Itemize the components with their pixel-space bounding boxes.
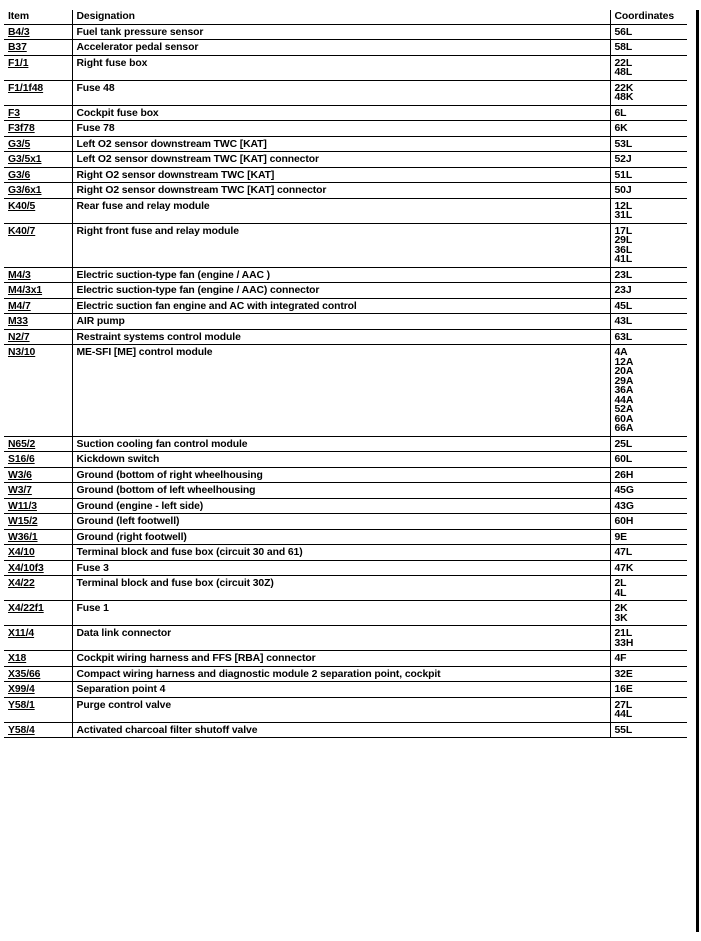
table-row: [4, 105, 687, 121]
coordinate-value: 20A: [614, 366, 634, 377]
item-cell: [4, 697, 72, 722]
coordinates-cell: [610, 121, 687, 137]
coordinate-value: 12L: [614, 200, 633, 212]
item-link[interactable]: W11/3: [8, 500, 37, 512]
coordinates-cell: [610, 436, 687, 452]
item-link[interactable]: F1/1: [8, 57, 29, 69]
table-row: [4, 601, 687, 626]
designation-cell: Ground (right footwell): [72, 529, 610, 545]
table-row: [4, 436, 687, 452]
coordinates-cell: [610, 345, 687, 437]
item-cell: [4, 223, 72, 267]
designation-cell: Ground (bottom of left wheelhousing: [72, 483, 610, 499]
item-link[interactable]: M4/3: [8, 269, 31, 281]
designation-cell: Compact wiring harness and diagnostic module 2 separation point, cockpit: [72, 666, 610, 682]
coordinate-value: 66A: [614, 423, 634, 434]
coordinate-value: 6L: [614, 107, 627, 119]
designation-cell: ME-SFI [ME] control module: [72, 345, 610, 437]
table-row: [4, 80, 687, 105]
item-cell: [4, 682, 72, 698]
item-cell: [4, 267, 72, 283]
coordinate-value: 29A: [614, 375, 634, 387]
table-row: [4, 514, 687, 530]
table-row: [4, 40, 687, 56]
table-row: [4, 483, 687, 499]
designation-cell: Ground (bottom of right wheelhousing: [72, 467, 610, 483]
item-link[interactable]: Y58/1: [8, 699, 35, 711]
designation-cell: Accelerator pedal sensor: [72, 40, 610, 56]
coordinate-value: 4A: [614, 347, 628, 358]
item-cell: [4, 283, 72, 299]
item-cell: [4, 314, 72, 330]
designation-cell: Purge control valve: [72, 697, 610, 722]
component-legend: [4, 10, 687, 738]
page-edge-bar: [696, 10, 699, 932]
coordinate-value: 60L: [614, 454, 633, 465]
item-cell: [4, 121, 72, 137]
coordinates-cell: [610, 529, 687, 545]
coordinate-value: 23L: [614, 269, 633, 281]
coordinate-value: 43L: [614, 316, 633, 327]
column-header-designation: Designation: [72, 10, 610, 24]
table-row: [4, 498, 687, 514]
designation-cell: Right fuse box: [72, 55, 610, 80]
table-row: [4, 183, 687, 199]
designation-cell: Ground (left footwell): [72, 514, 610, 530]
coordinates-cell: [610, 105, 687, 121]
designation-cell: Right O2 sensor downstream TWC [KAT]: [72, 167, 610, 183]
table-row: [4, 682, 687, 698]
coordinate-value: 2L: [614, 578, 627, 589]
designation-cell: Terminal block and fuse box (circuit 30Z): [72, 576, 610, 601]
table-row: [4, 722, 687, 738]
coordinates-cell: [610, 560, 687, 576]
item-cell: [4, 514, 72, 530]
coordinates-cell: [610, 626, 687, 651]
coordinate-value: 12A: [614, 356, 634, 368]
item-link[interactable]: G3/6x1: [8, 185, 42, 196]
item-cell: [4, 498, 72, 514]
item-link[interactable]: B4/3: [8, 26, 30, 38]
coordinate-value: 4L: [614, 587, 627, 599]
table-row: [4, 560, 687, 576]
coordinates-cell: [610, 483, 687, 499]
coordinates-cell: [610, 40, 687, 56]
designation-cell: Electric suction-type fan (engine / AAC) connector: [72, 283, 610, 299]
item-link[interactable]: G3/5: [8, 138, 31, 150]
item-cell: [4, 198, 72, 223]
coordinate-value: 41L: [614, 254, 633, 265]
coordinate-value: 45G: [614, 485, 634, 496]
table-row: [4, 223, 687, 267]
coordinates-cell: [610, 24, 687, 40]
item-cell: [4, 576, 72, 601]
coordinates-cell: [610, 452, 687, 468]
item-cell: [4, 467, 72, 483]
coordinates-cell: [610, 666, 687, 682]
coordinate-value: 51L: [614, 169, 633, 181]
coordinate-value: 33H: [614, 637, 634, 649]
item-cell: [4, 105, 72, 121]
item-cell: [4, 722, 72, 738]
coordinates-cell: [610, 136, 687, 152]
coordinates-cell: [610, 722, 687, 738]
coordinate-value: 60H: [614, 516, 634, 527]
designation-cell: Fuse 3: [72, 560, 610, 576]
coordinate-value: 36L: [614, 244, 633, 256]
coordinates-cell: [610, 651, 687, 667]
item-cell: [4, 345, 72, 437]
table-row: [4, 152, 687, 168]
column-header-coordinates: Coordinates: [610, 10, 687, 24]
coordinate-value: 17L: [614, 225, 633, 237]
coordinate-value: 56L: [614, 26, 633, 38]
item-link[interactable]: X35/66: [8, 668, 41, 680]
designation-cell: Restraint systems control module: [72, 329, 610, 345]
table-row: [4, 298, 687, 314]
item-link[interactable]: F3f78: [8, 123, 35, 134]
item-link[interactable]: X4/22: [8, 578, 35, 589]
coordinate-value: 52J: [614, 154, 632, 165]
coordinate-value: 31L: [614, 210, 633, 221]
table-row: [4, 345, 687, 437]
coordinates-cell: [610, 152, 687, 168]
coordinates-cell: [610, 55, 687, 80]
coordinate-value: 2K: [614, 603, 628, 614]
designation-cell: AIR pump: [72, 314, 610, 330]
item-link[interactable]: B37: [8, 42, 27, 53]
table-row: [4, 198, 687, 223]
item-link[interactable]: M4/3x1: [8, 285, 43, 296]
coordinate-value: 36A: [614, 385, 634, 396]
designation-cell: Activated charcoal filter shutoff valve: [72, 722, 610, 738]
coordinates-cell: [610, 467, 687, 483]
item-link[interactable]: N3/10: [8, 347, 36, 358]
item-cell: [4, 436, 72, 452]
coordinates-cell: [610, 183, 687, 199]
item-link[interactable]: G3/5x1: [8, 154, 42, 165]
item-link[interactable]: X4/22f1: [8, 603, 44, 614]
coordinate-value: 27L: [614, 699, 633, 711]
coordinate-value: 26H: [614, 469, 634, 481]
coordinate-value: 48L: [614, 67, 633, 78]
designation-cell: Left O2 sensor downstream TWC [KAT] connector: [72, 152, 610, 168]
item-cell: [4, 24, 72, 40]
coordinate-value: 29L: [614, 235, 633, 246]
item-link[interactable]: W3/6: [8, 469, 32, 481]
item-cell: [4, 666, 72, 682]
designation-cell: Kickdown switch: [72, 452, 610, 468]
item-link[interactable]: S16/6: [8, 454, 35, 465]
table-row: [4, 651, 687, 667]
item-link[interactable]: F3: [8, 107, 20, 119]
table-row: [4, 167, 687, 183]
item-cell: [4, 626, 72, 651]
coordinates-cell: [610, 198, 687, 223]
item-link[interactable]: F1/1f48: [8, 82, 44, 94]
item-link[interactable]: G3/6: [8, 169, 31, 181]
coordinates-cell: [610, 283, 687, 299]
coordinate-value: 32E: [614, 668, 633, 680]
item-cell: [4, 80, 72, 105]
coordinate-value: 53L: [614, 138, 633, 150]
item-link[interactable]: X18: [8, 653, 27, 664]
coordinate-value: 52A: [614, 404, 634, 415]
coordinates-cell: [610, 498, 687, 514]
coordinate-value: 45L: [614, 300, 633, 312]
legend-table: [4, 10, 687, 738]
coordinate-value: 22K: [614, 82, 634, 94]
designation-cell: Terminal block and fuse box (circuit 30 and 61): [72, 545, 610, 561]
designation-cell: Fuse 1: [72, 601, 610, 626]
item-link[interactable]: X4/10: [8, 547, 35, 558]
coordinates-cell: [610, 167, 687, 183]
item-cell: [4, 55, 72, 80]
table-row: [4, 267, 687, 283]
coordinate-value: 44A: [614, 394, 634, 406]
item-link[interactable]: K40/5: [8, 200, 36, 212]
item-cell: [4, 651, 72, 667]
coordinate-value: 47K: [614, 562, 634, 574]
designation-cell: Fuse 78: [72, 121, 610, 137]
item-link[interactable]: W15/2: [8, 516, 38, 527]
item-link[interactable]: X11/4: [8, 628, 35, 639]
table-row: [4, 329, 687, 345]
legend-header-row: [4, 10, 687, 24]
designation-cell: Ground (engine - left side): [72, 498, 610, 514]
item-link[interactable]: N65/2: [8, 438, 36, 450]
designation-cell: Cockpit wiring harness and FFS [RBA] connector: [72, 651, 610, 667]
item-link[interactable]: X99/4: [8, 684, 35, 695]
coordinate-value: 22L: [614, 57, 633, 69]
table-row: [4, 545, 687, 561]
item-cell: [4, 529, 72, 545]
designation-cell: Electric suction fan engine and AC with integrated control: [72, 298, 610, 314]
item-link[interactable]: N2/7: [8, 331, 30, 343]
coordinate-value: 4F: [614, 653, 627, 664]
table-row: [4, 626, 687, 651]
item-link[interactable]: W3/7: [8, 485, 32, 496]
table-row: [4, 467, 687, 483]
coordinate-value: 60A: [614, 413, 634, 425]
item-cell: [4, 329, 72, 345]
coordinate-value: 48K: [614, 92, 634, 103]
coordinate-value: 25L: [614, 438, 633, 450]
coordinate-value: 55L: [614, 724, 633, 736]
coordinates-cell: [610, 514, 687, 530]
coordinate-value: 3K: [614, 612, 628, 624]
item-cell: [4, 560, 72, 576]
coordinate-value: 16E: [614, 684, 633, 695]
item-link[interactable]: M33: [8, 316, 28, 327]
coordinate-value: 21L: [614, 628, 633, 639]
coordinate-value: 47L: [614, 547, 633, 558]
coordinates-cell: [610, 601, 687, 626]
designation-cell: Left O2 sensor downstream TWC [KAT]: [72, 136, 610, 152]
item-cell: [4, 601, 72, 626]
legend-body: [4, 24, 687, 738]
table-row: [4, 697, 687, 722]
coordinate-value: 63L: [614, 331, 633, 343]
coordinate-value: 50J: [614, 185, 632, 196]
item-cell: [4, 152, 72, 168]
item-link[interactable]: K40/7: [8, 225, 36, 237]
coordinates-cell: [610, 682, 687, 698]
item-link[interactable]: X4/10f3: [8, 562, 44, 574]
coordinates-cell: [610, 223, 687, 267]
coordinate-value: 44L: [614, 709, 633, 720]
designation-cell: Right front fuse and relay module: [72, 223, 610, 267]
item-cell: [4, 136, 72, 152]
table-row: [4, 283, 687, 299]
table-row: [4, 529, 687, 545]
table-row: [4, 136, 687, 152]
coordinate-value: 9E: [614, 531, 628, 543]
designation-cell: Electric suction-type fan (engine / AAC ): [72, 267, 610, 283]
designation-cell: Data link connector: [72, 626, 610, 651]
designation-cell: Suction cooling fan control module: [72, 436, 610, 452]
table-row: [4, 666, 687, 682]
coordinate-value: 43G: [614, 500, 634, 512]
coordinates-cell: [610, 80, 687, 105]
item-cell: [4, 483, 72, 499]
item-link[interactable]: W36/1: [8, 531, 38, 543]
designation-cell: Separation point 4: [72, 682, 610, 698]
coordinates-cell: [610, 314, 687, 330]
coordinates-cell: [610, 576, 687, 601]
table-row: [4, 24, 687, 40]
coordinates-cell: [610, 329, 687, 345]
designation-cell: Cockpit fuse box: [72, 105, 610, 121]
designation-cell: Rear fuse and relay module: [72, 198, 610, 223]
designation-cell: Fuel tank pressure sensor: [72, 24, 610, 40]
item-cell: [4, 167, 72, 183]
item-cell: [4, 298, 72, 314]
item-cell: [4, 545, 72, 561]
item-link[interactable]: Y58/4: [8, 724, 35, 736]
item-cell: [4, 452, 72, 468]
coordinate-value: 58L: [614, 42, 633, 53]
coordinates-cell: [610, 697, 687, 722]
table-row: [4, 452, 687, 468]
coordinate-value: 6K: [614, 123, 628, 134]
designation-cell: Fuse 48: [72, 80, 610, 105]
item-cell: [4, 40, 72, 56]
coordinates-cell: [610, 298, 687, 314]
coordinates-cell: [610, 267, 687, 283]
table-row: [4, 314, 687, 330]
table-row: [4, 121, 687, 137]
column-header-item: Item: [4, 10, 72, 24]
coordinates-cell: [610, 545, 687, 561]
designation-cell: Right O2 sensor downstream TWC [KAT] connector: [72, 183, 610, 199]
item-link[interactable]: M4/7: [8, 300, 31, 312]
item-cell: [4, 183, 72, 199]
table-row: [4, 576, 687, 601]
coordinate-value: 23J: [614, 285, 632, 296]
table-row: [4, 55, 687, 80]
